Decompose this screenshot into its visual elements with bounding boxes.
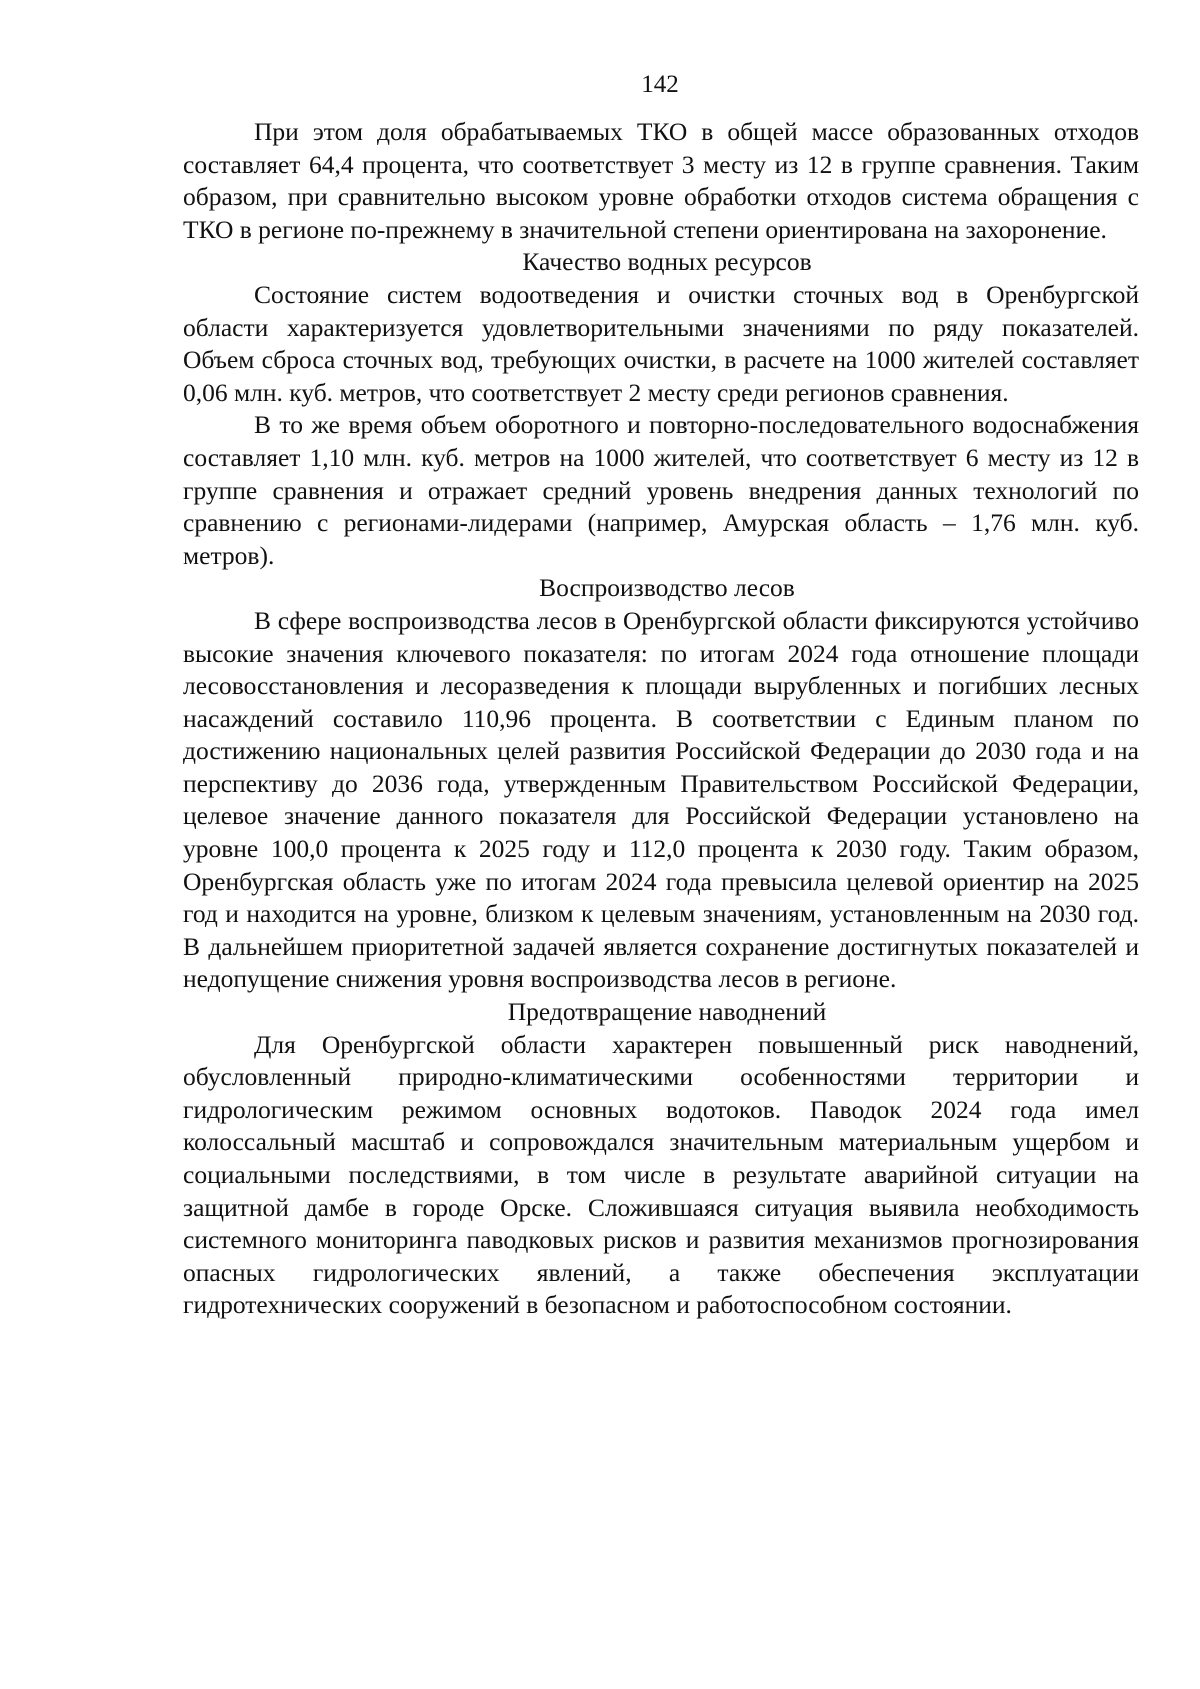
- page-number: 142: [641, 71, 679, 98]
- section-heading-water-quality: Качество водных ресурсов: [522, 247, 812, 277]
- paragraph-water-recycling: В то же время объем оборотного и повторно-последовательного водоснабжения составляет 1,10 млн. куб. метров на 1000 жителей, что соответствует 6 месту из 12 в группе сравнения и отражает средний уровень внедрения данных технологий по сравнению с регионами-лидерами (например, Амурская область – 1,76 млн. куб. метров).: [183, 410, 1139, 570]
- section-heading-forest-reproduction: Воспроизводство лесов: [539, 573, 795, 603]
- document-body: [183, 116, 1139, 1322]
- section-heading-flood-prevention: Предотвращение наводнений: [507, 997, 827, 1027]
- paragraph-tko-share: При этом доля обрабатываемых ТКО в общей массе образованных отходов составляет 64,4 процента, что соответствует 3 месту из 12 в группе сравнения. Таким образом, при сравнительно высоком уровне обработки отходов система обращения с ТКО в регионе по-прежнему в значительной степени ориентирована на захоронение.: [183, 117, 1139, 244]
- paragraph-flood-prevention: Для Оренбургской области характерен повышенный риск наводнений, обусловленный природно-климатическими особенностями территории и гидрологическим режимом основных водотоков. Паводок 2024 года имел колоссальный масштаб и сопровождался значительным материальным ущербом и социальными последствиями, в том числе в результате аварийной ситуации на защитной дамбе в городе Орске. Сложившаяся ситуация выявила необходимость системного мониторинга паводковых рисков и развития механизмов прогнозирования опасных гидрологических явлений, а также обеспечения эксплуатации гидротехнических сооружений в безопасном и работоспособном состоянии.: [183, 1029, 1139, 1320]
- paragraph-wastewater: Состояние систем водоотведения и очистки сточных вод в Оренбургской области характеризуется удовлетворительными значениями по ряду показателей. Объем сброса сточных вод, требующих очистки, в расчете на 1000 жителей составляет 0,06 млн. куб. метров, что соответствует 2 месту среди регионов сравнения.: [183, 279, 1139, 407]
- paragraph-forest-reproduction: В сфере воспроизводства лесов в Оренбургской области фиксируются устойчиво высокие значения ключевого показателя: по итогам 2024 года отношение площади лесовосстановления и лесоразведения к площади вырубленных и погибших лесных насаждений составило 110,96 процента. В соответствии с Единым планом по достижению национальных целей развития Российской Федерации до 2030 года и на перспективу до 2036 года, утвержденным Правительством Российской Федерации, целевое значение данного показателя для Российской Федерации установлено на уровне 100,0 процента к 2025 году и 112,0 процента к 2030 году. Таким образом, Оренбургская область уже по итогам 2024 года превысила целевой ориентир на 2025 год и находится на уровне, близком к целевым значениям, установленным на 2030 год. В дальнейшем приоритетной задачей является сохранение достигнутых показателей и недопущение снижения уровня воспроизводства лесов в регионе.: [183, 605, 1139, 994]
